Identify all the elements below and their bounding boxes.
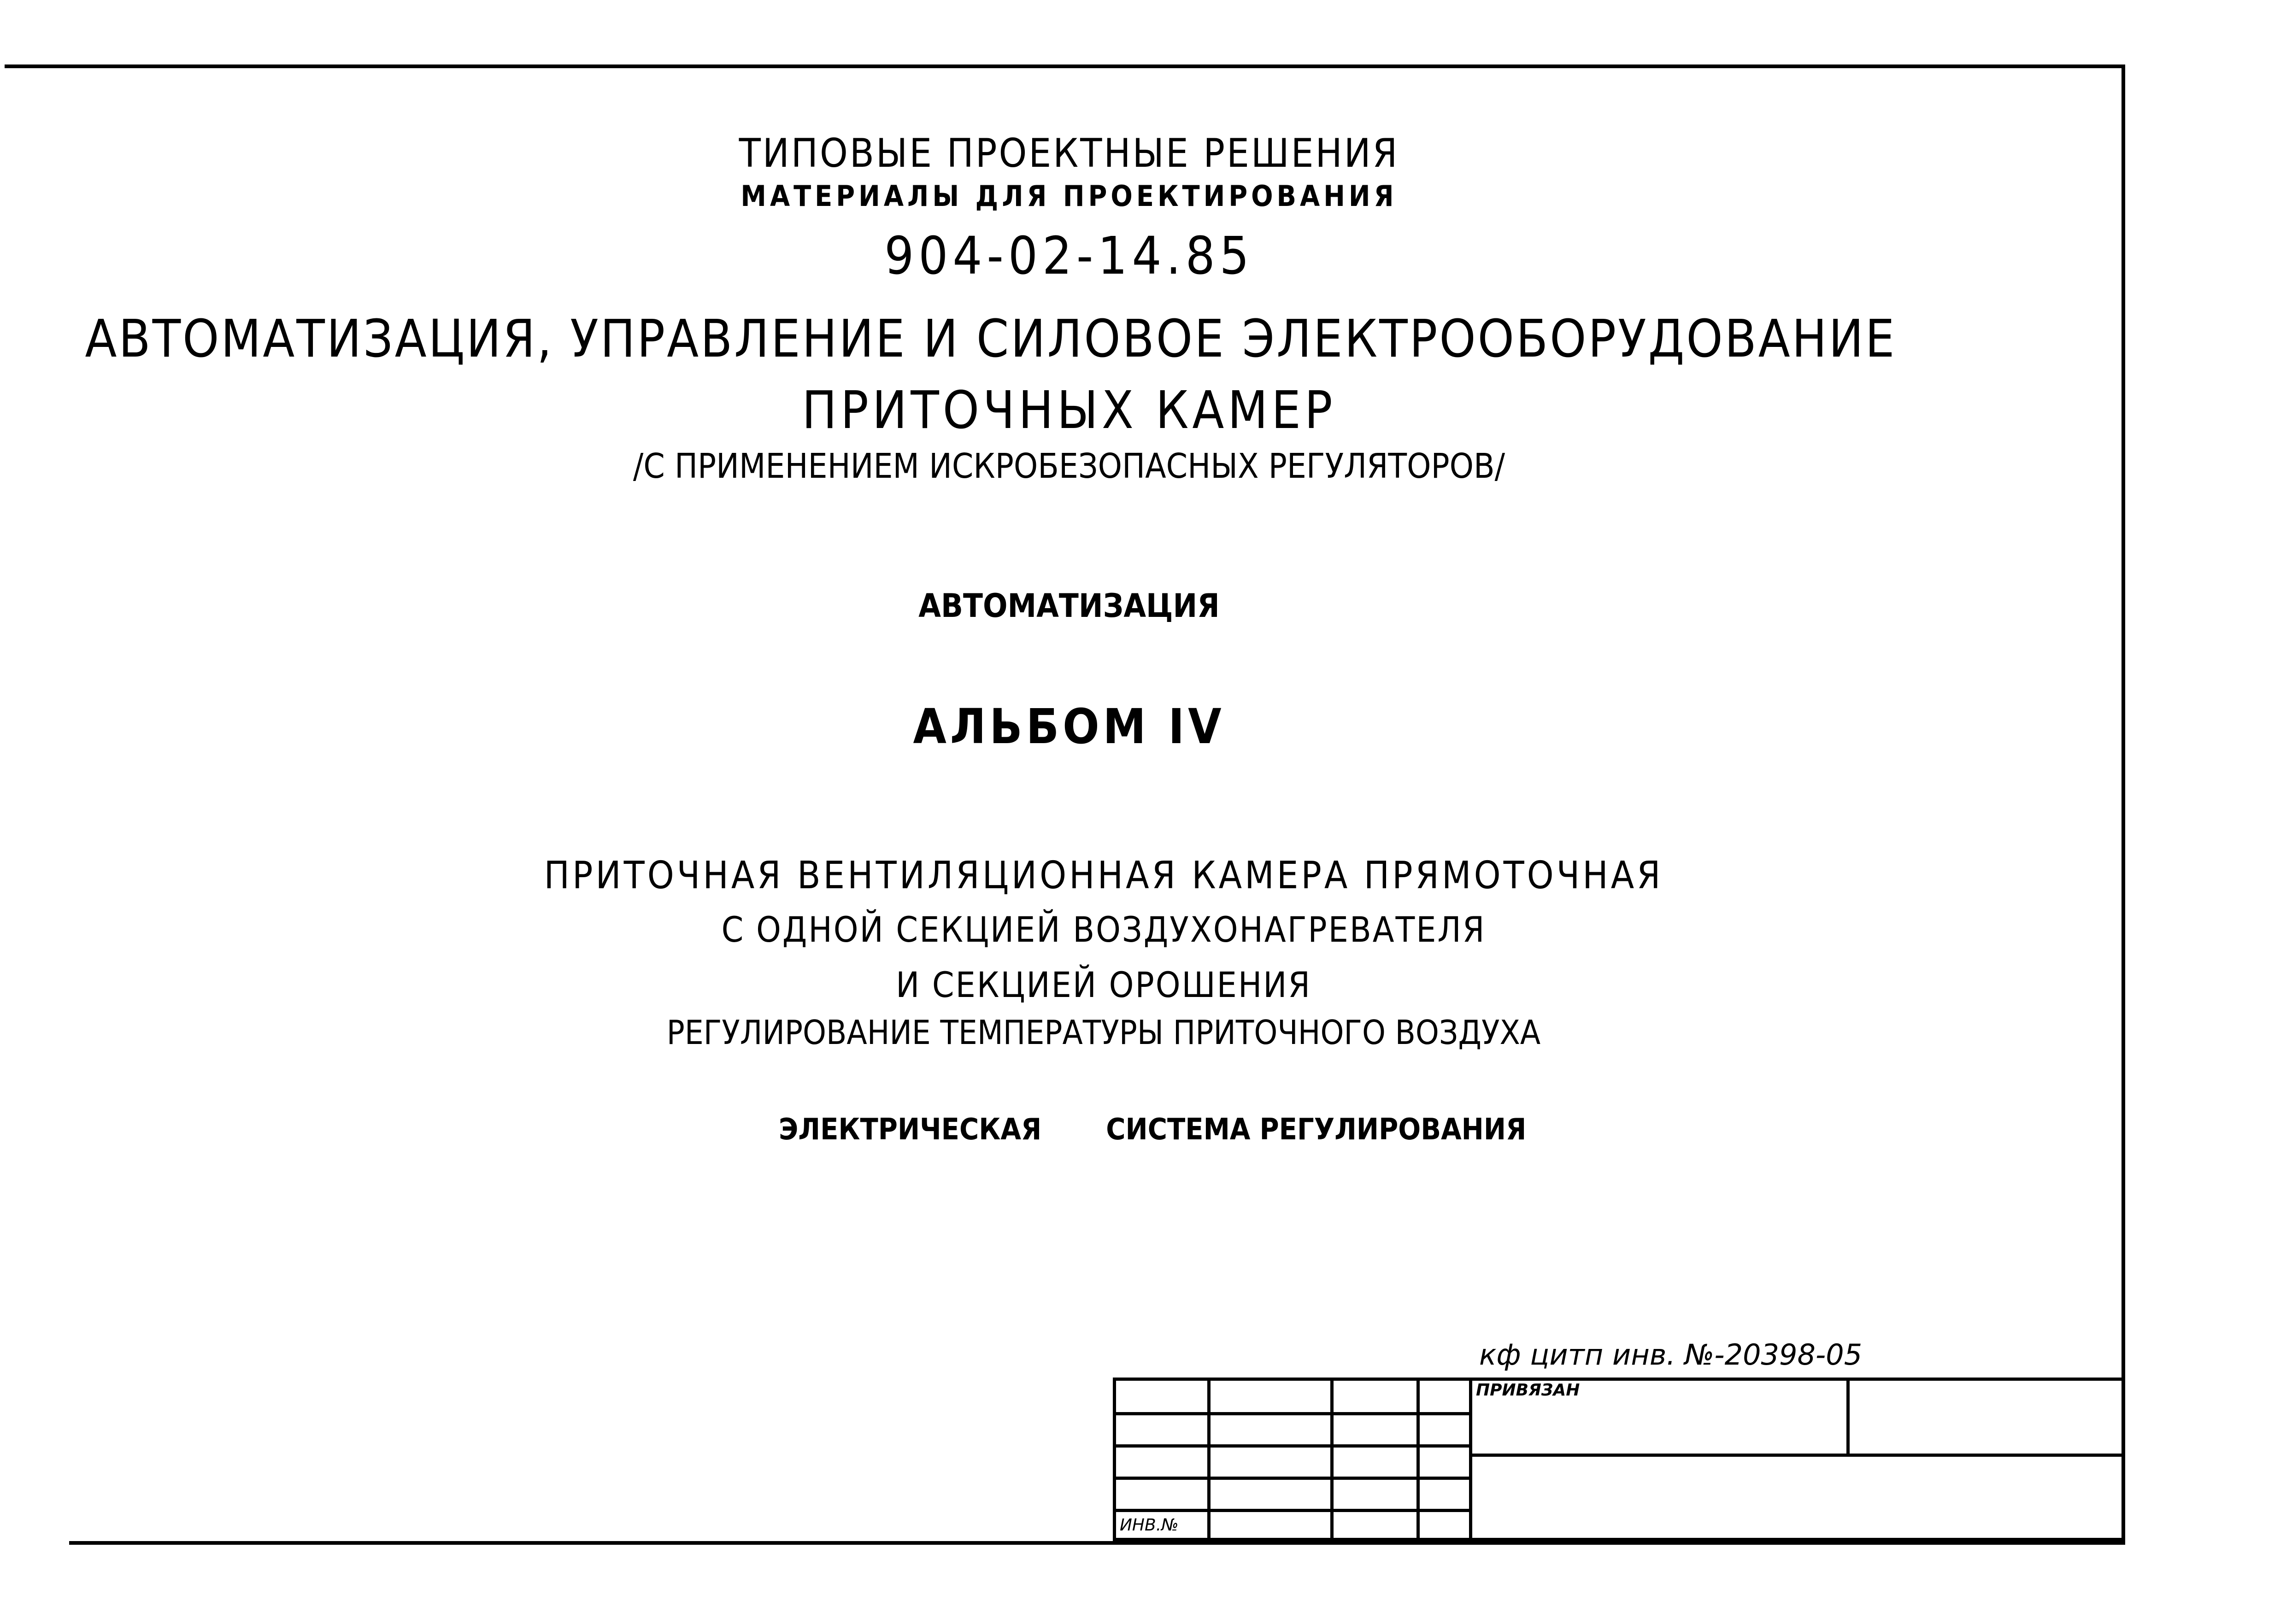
revision-cell bbox=[1209, 1511, 1332, 1540]
system-type-part-2: СИСТЕМА РЕГУЛИРОВАНИЯ bbox=[1106, 1113, 1527, 1147]
revision-cell bbox=[1332, 1414, 1418, 1446]
album-number: АЛЬБОМ IV bbox=[913, 698, 1225, 755]
bound-cell bbox=[1471, 1379, 1848, 1455]
description-line-3: И СЕКЦИЕЙ ОРОШЕНИЯ bbox=[896, 964, 1311, 1005]
revision-cell bbox=[1332, 1379, 1418, 1414]
revision-cell bbox=[1209, 1478, 1332, 1511]
revision-cell bbox=[1418, 1511, 1471, 1540]
revision-cell bbox=[1115, 1414, 1209, 1446]
binding-cell bbox=[1848, 1379, 2126, 1455]
revision-cell bbox=[1332, 1478, 1418, 1511]
revision-cell bbox=[1209, 1414, 1332, 1446]
system-type bbox=[779, 1113, 1527, 1147]
main-title-line-1: АВТОМАТИЗАЦИЯ, УПРАВЛЕНИЕ И СИЛОВОЕ ЭЛЕКТРООБОРУДОВАНИЕ bbox=[85, 309, 1897, 369]
revision-cell bbox=[1418, 1446, 1471, 1478]
system-type-part-1: ЭЛЕКТРИЧЕСКАЯ bbox=[779, 1113, 1042, 1147]
revision-cell bbox=[1115, 1379, 1209, 1414]
bound-label: ПРИВЯЗАН bbox=[1476, 1381, 1580, 1400]
revision-cell bbox=[1418, 1414, 1471, 1446]
section-name: АВТОМАТИЗАЦИЯ bbox=[918, 587, 1220, 625]
bottom-trim-line bbox=[69, 1541, 1113, 1544]
revision-cell bbox=[1115, 1478, 1209, 1511]
revision-cell bbox=[1115, 1446, 1209, 1478]
description-line-2: С ОДНОЙ СЕКЦИЕЙ ВОЗДУХОНАГРЕВАТЕЛЯ bbox=[721, 909, 1486, 950]
inventory-number-note: кф цитп инв. №-20398-05 bbox=[1479, 1338, 1863, 1372]
binding-cell bbox=[1471, 1455, 2126, 1540]
revision-cell bbox=[1332, 1511, 1418, 1540]
revision-cell bbox=[1209, 1446, 1332, 1478]
inventory-label: ИНВ.№ bbox=[1120, 1515, 1179, 1535]
description-line-4: РЕГУЛИРОВАНИЕ ТЕМПЕРАТУРЫ ПРИТОЧНОГО ВОЗДУХА bbox=[666, 1013, 1541, 1052]
frame-top-border bbox=[5, 64, 2124, 68]
revision-table bbox=[1113, 1378, 1472, 1541]
inventory-label-cell bbox=[1115, 1511, 1209, 1540]
document-code: 904-02-14.85 bbox=[884, 226, 1254, 286]
description-line-1: ПРИТОЧНАЯ ВЕНТИЛЯЦИОННАЯ КАМЕРА ПРЯМОТОЧНАЯ bbox=[544, 854, 1663, 897]
frame-right-border bbox=[2122, 64, 2125, 1541]
revision-cell bbox=[1418, 1379, 1471, 1414]
series-title: ТИПОВЫЕ ПРОЕКТНЫЕ РЕШЕНИЯ bbox=[739, 130, 1399, 176]
binding-table bbox=[1469, 1378, 2125, 1541]
main-title-line-3: /С ПРИМЕНЕНИЕМ ИСКРОБЕЗОПАСНЫХ РЕГУЛЯТОРОВ/ bbox=[633, 446, 1505, 486]
series-subtitle: МАТЕРИАЛЫ ДЛЯ ПРОЕКТИРОВАНИЯ bbox=[740, 179, 1398, 213]
revision-cell bbox=[1332, 1446, 1418, 1478]
main-title-line-2: ПРИТОЧНЫХ КАМЕР bbox=[802, 381, 1336, 440]
revision-cell bbox=[1418, 1478, 1471, 1511]
revision-cell bbox=[1209, 1379, 1332, 1414]
